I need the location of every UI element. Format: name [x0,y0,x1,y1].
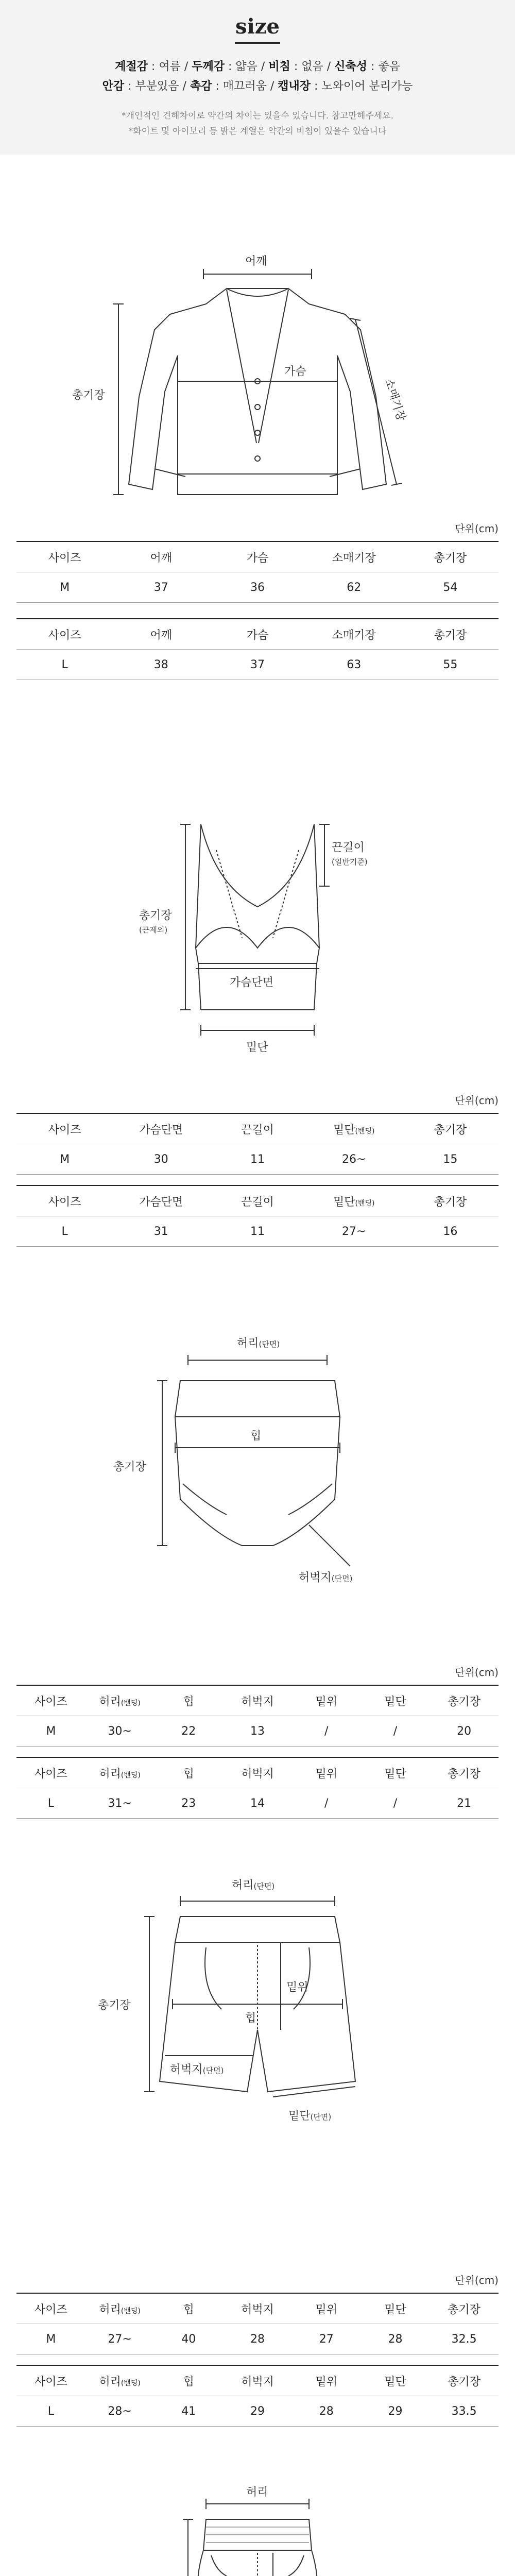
shorts-diagram [0,1834,515,2246]
size-table-briefs-l: 사이즈 허리(밴딩) 힙 허벅지 밑위 밑단 총기장 L 31~ 23 14 / / 21 [16,1757,499,1819]
table-row: M 37 36 62 54 [60,581,458,594]
label-thigh: 허벅지(단면) [299,1571,353,1584]
cardigan-illustration [0,155,515,515]
size-table-shorts-m: 사이즈 허리(밴딩) 힙 허벅지 밑위 밑단 총기장 M 27~ 40 28 27 28 32.5 [16,2293,499,2354]
prop-season-label: 계절감 [115,60,148,73]
briefs-illustration [0,1257,515,1669]
prop-cup-label: 캡내장 [278,80,311,93]
table-row: L 28~ 41 29 28 29 33.5 [47,2404,477,2418]
label-hip: 힙 [245,2012,256,2025]
shorts-illustration [0,1834,515,2246]
bra-top-illustration [0,721,515,1082]
label-total-length: 총기장 [72,389,105,402]
jogger-illustration [0,2442,515,2576]
prop-touch-label: 촉감 [190,80,212,93]
label-waist: 허리 [246,2486,268,2499]
label-thigh: 허벅지(단면) [170,2063,224,2076]
title-underline [235,42,280,44]
prop-cup-value: 노와이어 분리가능 [321,80,413,93]
label-hem: 밑단(단면) [288,2110,332,2123]
page-title: size [235,14,280,39]
label-chest: 가슴 [284,365,306,378]
prop-lining-value: 부분있음 [135,80,179,93]
size-table-bra-l: 사이즈 가슴단면 끈길이 밑단(밴딩) 총기장 L 31 11 27~ 16 [16,1185,499,1247]
prop-sheer-label: 비침 [268,60,290,73]
prop-season-value: 여름 [159,60,181,73]
label-total-length: 총기장 [113,1461,146,1473]
label-hip: 힙 [250,1430,262,1443]
label-strap: 끈길이 (일반기준) [332,841,368,867]
table-row: M 30 11 26~ 15 [60,1153,458,1166]
note-2: *화이트 및 아이보리 등 밝은 계열은 약간의 비침이 있을수 있습니다 [128,126,387,137]
info-header [0,0,515,155]
label-waist: 허리(단면) [237,1337,280,1350]
unit-label-cardigan: 단위(cm) [455,522,499,535]
prop-touch-value: 매끄러움 [222,80,267,93]
prop-thickness-label: 두께감 [192,60,225,73]
prop-sheer-value: 없음 [301,60,323,73]
label-rise: 밑위 [286,1981,308,1994]
size-table-shorts-l: 사이즈 허리(밴딩) 힙 허벅지 밑위 밑단 총기장 L 28~ 41 29 28 29 33.5 [16,2365,499,2427]
unit-label-briefs: 단위(cm) [455,1666,499,1679]
unit-label-shorts: 단위(cm) [455,2274,499,2286]
table-row: M 30~ 22 13 / / 20 [46,1724,472,1738]
unit-label-bra: 단위(cm) [455,1094,499,1107]
size-table-briefs-m: 사이즈 허리(밴딩) 힙 허벅지 밑위 밑단 총기장 M 30~ 22 13 / / 20 [16,1685,499,1747]
size-table-cardigan-l: 사이즈 어깨 가슴 소매기장 총기장 L 38 37 63 55 [16,618,499,680]
note-1: *개인적인 견해차이로 약간의 차이는 있을수 있습니다. 참고만해주세요. [122,111,393,121]
briefs-diagram [0,1257,515,1669]
table-row: M 27~ 40 28 27 28 32.5 [46,2332,477,2346]
prop-stretch-value: 좋음 [378,60,400,73]
size-table-bra-m: 사이즈 가슴단면 끈길이 밑단(밴딩) 총기장 M 30 11 26~ 15 [16,1113,499,1175]
table-row: L 31 11 27~ 16 [61,1225,458,1238]
prop-lining-label: 안감 [102,80,125,93]
jogger-diagram [0,2442,515,2576]
table-row: L 31~ 23 14 / / 21 [47,1797,472,1810]
table-row: L 38 37 63 55 [61,658,458,671]
size-table-cardigan-m: 사이즈 어깨 가슴 소매기장 총기장 M 37 36 62 54 [16,541,499,603]
fabric-properties-line-1: 계절감 : 여름 / 두께감 : 얇음 / 비침 : 없음 / 신축성 : 좋음 [115,60,400,73]
label-total-length: 총기장 (끈제외) [139,909,172,935]
label-hem: 밑단 [246,1041,268,1054]
label-waist: 허리(단면) [232,1879,275,1892]
fabric-properties-line-2: 안감 : 부분있음 / 촉감 : 매끄러움 / 캡내장 : 노와이어 분리가능 [102,80,413,93]
cardigan-diagram [0,155,515,515]
label-total-length: 총기장 [98,1999,131,2012]
label-sleeve: 소매기장 [382,377,408,423]
label-chest-width: 가슴단면 [230,976,274,989]
prop-stretch-label: 신축성 [334,60,367,73]
prop-thickness-value: 얇음 [235,60,258,73]
label-shoulder: 어깨 [245,255,267,268]
bra-top-diagram [0,721,515,1082]
